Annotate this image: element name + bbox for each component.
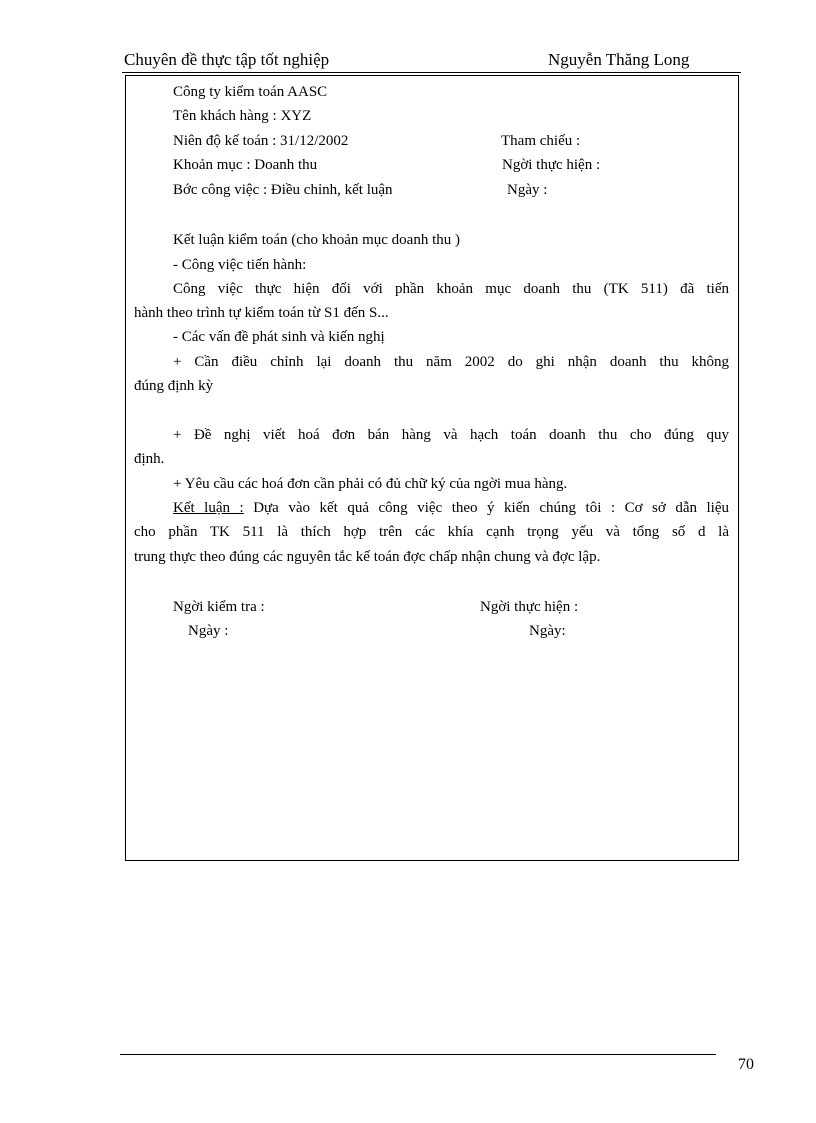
reviewer-date-label: Ngày : [188, 623, 229, 639]
page-header [124, 50, 740, 72]
work-performed-line-1: Công việc thực hiện đối với phần khoản mục doanh thu (TK 511) đã tiến [173, 281, 729, 297]
conclusion-line-1 [173, 498, 729, 518]
header-rule [122, 72, 741, 73]
issue-1-line-2: đúng định kỳ [134, 378, 214, 394]
conclusion-line-3: trung thực theo đúng các nguyên tắc kế toán đợc chấp nhận chung và đợc lập. [134, 549, 601, 565]
conclusion-label: Kết luận : [173, 500, 244, 516]
issues-label: - Các vấn đề phát sinh và kiến nghị [173, 329, 385, 345]
issue-2-line-2: định. [134, 451, 165, 467]
issue-2-line-1: + Đề nghị viết hoá đơn bán hàng và hạch toán doanh thu cho đúng quy [173, 427, 729, 443]
header-author: Nguyễn Thăng Long [548, 50, 690, 69]
page-number: 70 [738, 1056, 754, 1073]
fiscal-period: Niên độ kế toán : 31/12/2002 [173, 133, 349, 149]
reviewer-label: Ngời kiểm tra : [173, 599, 265, 615]
client-name: Tên khách hàng : XYZ [173, 108, 312, 124]
performer-date-label: Ngày: [529, 623, 566, 639]
date-label: Ngày : [507, 182, 548, 198]
account-item: Khoản mục : Doanh thu [173, 157, 318, 173]
header-topic: Chuyên đề thực tập tốt nghiệp [124, 50, 330, 69]
issue-3: + Yêu cầu các hoá đơn cần phải có đủ chữ ký của ngời mua hàng. [173, 476, 568, 492]
signature-performer-label: Ngời thực hiện : [480, 599, 579, 615]
reference-label: Tham chiếu : [501, 133, 581, 149]
work-performed-line-2: hành theo trình tự kiểm toán từ S1 đến S... [134, 305, 389, 321]
company-name: Công ty kiểm toán AASC [173, 84, 328, 100]
conclusion-heading: Kết luận kiểm toán (cho khoản mục doanh thu ) [173, 232, 461, 248]
issue-1-line-1: + Cần điều chỉnh lại doanh thu năm 2002 do ghi nhận doanh thu không [173, 354, 729, 370]
work-performed-label: - Công việc tiến hành: [173, 257, 307, 273]
performer-label: Ngời thực hiện : [502, 157, 601, 173]
conclusion-text-1: Dựa vào kết quả công việc theo ý kiến chúng tôi : Cơ sở dẫn liệu [243, 500, 729, 516]
footer-rule [120, 1054, 716, 1055]
work-step: Bớc công việc : Điều chỉnh, kết luận [173, 182, 393, 198]
conclusion-line-2: cho phần TK 511 là thích hợp trên các khía cạnh trọng yếu và tổng số d là [134, 524, 729, 540]
